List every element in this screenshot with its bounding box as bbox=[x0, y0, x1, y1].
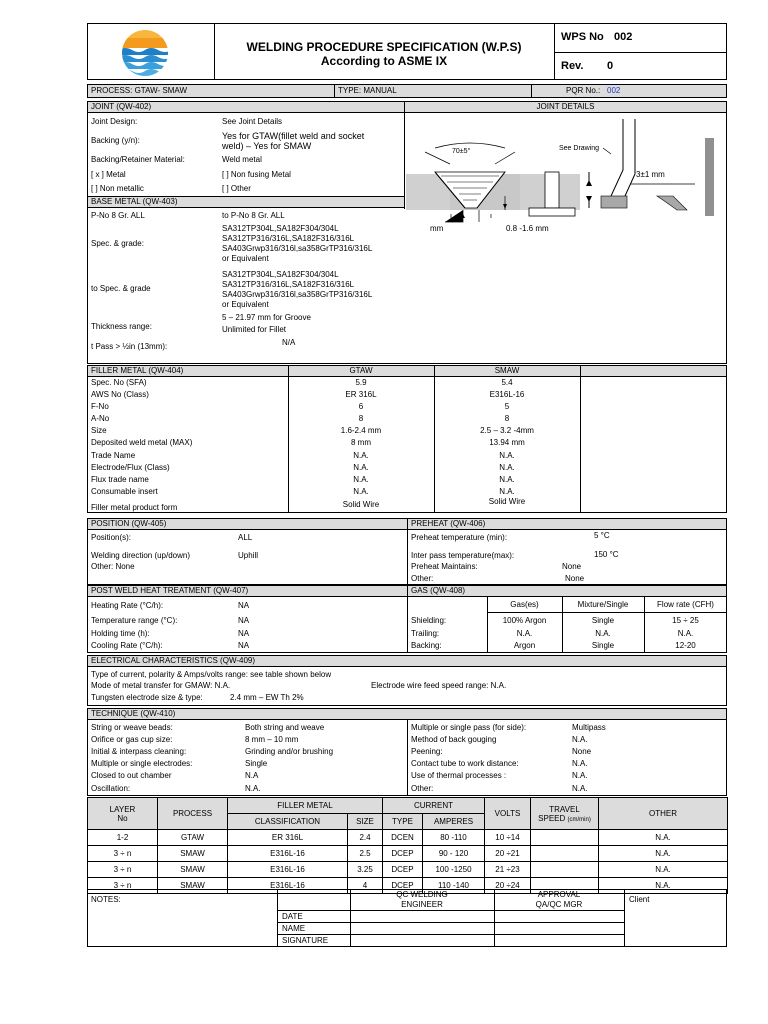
pwht-heating-value: NA bbox=[238, 601, 250, 610]
filler-row-smaw: Solid Wire bbox=[488, 497, 526, 506]
travel-header: TRAVEL bbox=[549, 804, 580, 814]
layer-table bbox=[87, 797, 728, 894]
layer-cell-class: E316L-16 bbox=[228, 878, 348, 894]
technique-left-label: Multiple or single electrodes: bbox=[91, 759, 193, 768]
tospec-line-2: SA312TP316/316L,SA182F316/316L bbox=[222, 280, 355, 289]
position-title: POSITION (QW-405) bbox=[91, 519, 167, 528]
backing-value-1: Yes for GTAW(fillet weld and socket bbox=[222, 131, 365, 141]
interpass-value: 150 °C bbox=[594, 550, 619, 559]
gas-trailing-flow: N.A. bbox=[677, 629, 694, 638]
preheat-maint-label: Preheat Maintains: bbox=[411, 562, 478, 571]
technique-left-value: N.A. bbox=[245, 784, 261, 793]
technique-title: TECHNIQUE (QW-410) bbox=[91, 709, 176, 718]
diagram-root-face-label: 0.8 -1.6 mm bbox=[506, 224, 549, 233]
layer-cell-other: N.A. bbox=[599, 846, 728, 862]
type-header: TYPE bbox=[383, 814, 423, 830]
signature-label: SIGNATURE bbox=[282, 936, 329, 945]
electrical-title: ELECTRICAL CHARACTERISTICS (QW-409) bbox=[91, 656, 256, 665]
technique-left-label: Orifice or gas cup size: bbox=[91, 735, 173, 744]
technique-left-value: N.A bbox=[245, 771, 259, 780]
preheat-title: PREHEAT (QW-406) bbox=[411, 519, 486, 528]
tpass-value: N/A bbox=[282, 338, 296, 347]
joint-design-value: See Joint Details bbox=[222, 117, 283, 126]
filler-row-gtaw: 8 mm bbox=[351, 438, 371, 447]
technique-right-value: N.A. bbox=[572, 759, 588, 768]
diagram-angle-label: 70±5° bbox=[452, 148, 471, 155]
other-header: OTHER bbox=[599, 798, 728, 830]
process-text: PROCESS: GTAW- SMAW bbox=[91, 86, 188, 95]
interpass-label: Inter pass temperature(max): bbox=[411, 551, 515, 560]
speed-header: SPEED bbox=[538, 813, 566, 823]
filler-col-smaw: SMAW bbox=[494, 366, 520, 375]
technique-right-label: Method of back gouging bbox=[411, 735, 497, 744]
layer-cell-process: SMAW bbox=[158, 878, 228, 894]
metal-option: [ x ] Metal bbox=[91, 170, 126, 179]
layer-cell-layer: 3 ÷ n bbox=[88, 862, 158, 878]
gas-backing-label: Backing: bbox=[411, 641, 442, 650]
thickness-label: Thickness range: bbox=[91, 322, 152, 331]
spec-line-4: or Equivalent bbox=[222, 254, 269, 263]
pwht-cooling-value: NA bbox=[238, 641, 250, 650]
layer-cell-process: GTAW bbox=[158, 830, 228, 846]
layer-cell-size: 2.4 bbox=[348, 830, 383, 846]
table-row bbox=[88, 862, 728, 878]
filler-row-label: Electrode/Flux (Class) bbox=[91, 463, 170, 472]
process-header: PROCESS bbox=[158, 798, 228, 830]
technique-right-value: N.A. bbox=[572, 735, 588, 744]
filler-row-smaw: 2.5 – 3.2 -4mm bbox=[480, 426, 534, 435]
to-spec-grade-label: to Spec. & grade bbox=[91, 284, 151, 293]
technique-left-value: Single bbox=[245, 759, 268, 768]
filler-row-gtaw: N.A. bbox=[353, 487, 369, 496]
tospec-line-3: SA403Grwp316/316l,sa358GrTP316/316L bbox=[222, 290, 373, 299]
preheat-maint-value: None bbox=[562, 562, 582, 571]
gas-shielding-mix: Single bbox=[591, 616, 615, 625]
technique-right-value: None bbox=[572, 747, 592, 756]
layer-cell-class: E316L-16 bbox=[228, 846, 348, 862]
filler-row-smaw: N.A. bbox=[499, 451, 515, 460]
filler-row-gtaw: 1.6-2.4 mm bbox=[340, 426, 382, 435]
gas-backing-mix: Single bbox=[591, 641, 615, 650]
client-label: Client bbox=[629, 895, 650, 904]
gas-col-flow: Flow rate (CFH) bbox=[657, 600, 714, 609]
welding-direction-value: Uphill bbox=[238, 551, 259, 560]
gas-col-gases: Gas(es) bbox=[510, 600, 539, 609]
layer-header: LAYER bbox=[109, 804, 136, 814]
position-label: Position(s): bbox=[91, 533, 132, 542]
layer-cell-amps: 100 -1250 bbox=[423, 862, 485, 878]
layer-cell-travel bbox=[531, 830, 599, 846]
nonfusing-option: [ ] Non fusing Metal bbox=[222, 170, 291, 179]
technique-left-label: Oscillation: bbox=[91, 784, 131, 793]
filler-row-label: AWS No (Class) bbox=[91, 390, 149, 399]
other-option: [ ] Other bbox=[222, 184, 251, 193]
layer-cell-layer: 3 ÷ n bbox=[88, 878, 158, 894]
wps-label: WPS No bbox=[561, 31, 604, 43]
technique-right-label: Peening: bbox=[411, 747, 443, 756]
position-other: Other: None bbox=[91, 562, 135, 571]
retainer-label: Backing/Retainer Material: bbox=[91, 155, 185, 164]
layer-cell-layer: 1-2 bbox=[88, 830, 158, 846]
gas-shielding-label: Shielding: bbox=[411, 616, 447, 625]
approval-label: APPROVAL bbox=[537, 890, 581, 899]
gas-backing-flow: 12-20 bbox=[675, 641, 696, 650]
layer-cell-volts: 20 ÷24 bbox=[485, 878, 531, 894]
spec-line-2: SA312TP316/316L,SA182F316/316L bbox=[222, 234, 355, 243]
layer-cell-size: 2.5 bbox=[348, 846, 383, 862]
technique-right-label: Other: bbox=[411, 784, 434, 793]
technique-left-value: 8 mm – 10 mm bbox=[245, 735, 299, 744]
layer-cell-other: N.A. bbox=[599, 862, 728, 878]
gas-trailing-mix: N.A. bbox=[595, 629, 611, 638]
electrical-line-2b: Electrode wire feed speed range: N.A. bbox=[371, 681, 507, 690]
rev-label: Rev. bbox=[561, 60, 584, 72]
diagram-see-drawing-label: See Drawing bbox=[559, 145, 600, 152]
size-header: SIZE bbox=[348, 814, 383, 830]
layer-cell-other: N.A. bbox=[599, 830, 728, 846]
filler-row-smaw: 5.4 bbox=[501, 378, 513, 387]
layer-cell-volts: 20 ÷21 bbox=[485, 846, 531, 862]
filler-row-label: Size bbox=[91, 426, 107, 435]
layer-cell-amps: 80 -110 bbox=[423, 830, 485, 846]
pno-label: P-No 8 Gr. ALL bbox=[91, 211, 145, 220]
pwht-holding-label: Holding time (h): bbox=[91, 629, 150, 638]
tospec-line-1: SA312TP304L,SA182F304/304L bbox=[222, 270, 339, 279]
position-value: ALL bbox=[238, 533, 253, 542]
layer-cell-amps: 90 - 120 bbox=[423, 846, 485, 862]
layer-cell-class: ER 316L bbox=[228, 830, 348, 846]
pno-to: to P-No 8 Gr. ALL bbox=[222, 211, 285, 220]
pwht-temp-value: NA bbox=[238, 616, 250, 625]
layer-cell-size: 4 bbox=[348, 878, 383, 894]
joint-details-diagram bbox=[405, 114, 726, 234]
qa-qc-mgr-label: QA/QC MGR bbox=[535, 900, 583, 909]
company-logo bbox=[118, 28, 172, 78]
filler-row-gtaw: Solid Wire bbox=[342, 500, 380, 509]
joint-title: JOINT (QW-402) bbox=[91, 102, 152, 111]
type-text: TYPE: MANUAL bbox=[338, 86, 397, 95]
pqr-label: PQR No.: bbox=[566, 86, 601, 95]
technique-left-label: String or weave beads: bbox=[91, 723, 173, 732]
filler-row-gtaw: N.A. bbox=[353, 475, 369, 484]
thickness-value-2: Unlimited for Fillet bbox=[222, 325, 287, 334]
speed-unit: (cm/min) bbox=[567, 816, 591, 823]
filler-row-label: Spec. No (SFA) bbox=[91, 378, 147, 387]
gas-col-mix: Mixture/Single bbox=[577, 600, 629, 609]
spec-line-1: SA312TP304L,SA182F304/304L bbox=[222, 224, 339, 233]
technique-right-value: N.A. bbox=[572, 784, 588, 793]
layer-cell-other: N.A. bbox=[599, 878, 728, 894]
backing-value-2: weld) – Yes for SMAW bbox=[222, 141, 312, 151]
joint-details-title: JOINT DETAILS bbox=[536, 102, 595, 111]
filler-row-gtaw: 5.9 bbox=[355, 378, 367, 387]
layer-cell-type: DCEP bbox=[383, 846, 423, 862]
tungsten-label: Tungsten electrode size & type: bbox=[91, 693, 203, 702]
filler-row-gtaw: 6 bbox=[358, 402, 364, 411]
layer-cell-amps: 110 -140 bbox=[423, 878, 485, 894]
gas-trailing-gas: N.A. bbox=[516, 629, 533, 638]
current-header: CURRENT bbox=[383, 798, 485, 814]
layer-cell-process: SMAW bbox=[158, 846, 228, 862]
gas-backing-gas: Argon bbox=[513, 641, 536, 650]
technique-left-value: Grinding and/or brushing bbox=[245, 747, 334, 756]
layer-no-header: No bbox=[117, 813, 128, 823]
gas-trailing-label: Trailing: bbox=[411, 629, 440, 638]
gas-shielding-gas: 100% Argon bbox=[502, 616, 547, 625]
technique-right-value: Multipass bbox=[572, 723, 606, 732]
layer-cell-layer: 3 ÷ n bbox=[88, 846, 158, 862]
filler-row-gtaw: ER 316L bbox=[345, 390, 377, 399]
filler-col-gtaw: GTAW bbox=[349, 366, 373, 375]
qc-welding-label: QC WELDING bbox=[396, 890, 448, 899]
layer-cell-size: 3.25 bbox=[348, 862, 383, 878]
layer-cell-travel bbox=[531, 862, 599, 878]
welding-direction-label: Welding direction (up/down) bbox=[91, 551, 191, 560]
table-row bbox=[88, 830, 728, 846]
thickness-value-1: 5 – 21.97 mm for Groove bbox=[222, 313, 311, 322]
gas-title: GAS (QW-408) bbox=[411, 586, 466, 595]
filler-row-smaw: 5 bbox=[504, 402, 510, 411]
pwht-holding-value: NA bbox=[238, 629, 250, 638]
pwht-temp-label: Temperature range (°C): bbox=[91, 616, 178, 625]
electrical-line-2: Mode of metal transfer for GMAW: N.A. bbox=[91, 681, 231, 690]
date-label: DATE bbox=[282, 912, 303, 921]
pwht-heating-label: Heating Rate (°C/h): bbox=[91, 601, 164, 610]
classification-header: CLASSIFICATION bbox=[228, 814, 348, 830]
technique-right-label: Use of thermal processes : bbox=[411, 771, 507, 780]
filler-row-smaw: N.A. bbox=[499, 487, 515, 496]
filler-row-smaw: 13.94 mm bbox=[489, 438, 525, 447]
layer-cell-volts: 10 ÷14 bbox=[485, 830, 531, 846]
filler-row-gtaw: N.A. bbox=[353, 451, 369, 460]
filler-row-smaw: N.A. bbox=[499, 475, 515, 484]
spec-grade-label: Spec. & grade: bbox=[91, 239, 144, 248]
filler-title: FILLER METAL (QW-404) bbox=[91, 366, 184, 375]
layer-cell-type: DCEN bbox=[383, 830, 423, 846]
filler-metal-header: FILLER METAL bbox=[228, 798, 383, 814]
filler-row-label: F-No bbox=[91, 402, 109, 411]
preheat-min-label: Preheat temperature (min): bbox=[411, 533, 508, 542]
base-metal-title: BASE METAL (QW-403) bbox=[91, 197, 178, 206]
preheat-min-value: 5 °C bbox=[594, 531, 610, 540]
filler-row-smaw: E316L-16 bbox=[489, 390, 525, 399]
table-row bbox=[88, 846, 728, 862]
joint-design-label: Joint Design: bbox=[91, 117, 138, 126]
filler-row-label: Trade Name bbox=[91, 451, 136, 460]
spec-line-3: SA403Grwp316/316l,sa358GrTP316/316L bbox=[222, 244, 373, 253]
technique-left-label: Initial & interpass cleaning: bbox=[91, 747, 187, 756]
filler-row-label: Deposited weld metal (MAX) bbox=[91, 438, 193, 447]
qc-engineer-label: ENGINEER bbox=[401, 900, 443, 909]
filler-row-label: Flux trade name bbox=[91, 475, 149, 484]
preheat-other-label: Other: bbox=[411, 574, 434, 583]
gas-shielding-flow: 15 ÷ 25 bbox=[672, 616, 699, 625]
layer-cell-process: SMAW bbox=[158, 862, 228, 878]
pqr-value: 002 bbox=[607, 86, 621, 95]
backing-label: Backing (y/n): bbox=[91, 136, 140, 145]
pwht-title: POST WELD HEAT TREATMENT (QW-407) bbox=[91, 586, 249, 595]
preheat-other-value: None bbox=[565, 574, 585, 583]
electrical-line-1: Type of current, polarity & Amps/volts range: see table shown below bbox=[91, 670, 332, 679]
document-title: WELDING PROCEDURE SPECIFICATION (W.P.S) bbox=[246, 40, 522, 54]
tpass-label: t Pass > ½in (13mm): bbox=[91, 342, 168, 351]
filler-row-smaw: N.A. bbox=[499, 463, 515, 472]
document-subtitle: According to ASME IX bbox=[320, 54, 448, 68]
wps-value: 002 bbox=[614, 31, 633, 43]
rev-value: 0 bbox=[607, 60, 614, 72]
amperes-header: AMPERES bbox=[423, 814, 485, 830]
nonmetallic-option: [ ] Non metallic bbox=[91, 184, 144, 193]
technique-left-label: Closed to out chamber bbox=[91, 771, 172, 780]
filler-row-gtaw: 8 bbox=[358, 414, 364, 423]
technique-right-value: N.A. bbox=[572, 771, 588, 780]
filler-row-smaw: 8 bbox=[504, 414, 510, 423]
name-label: NAME bbox=[282, 924, 306, 933]
layer-cell-type: DCEP bbox=[383, 862, 423, 878]
technique-right-label: Contact tube to work distance: bbox=[411, 759, 519, 768]
layer-cell-type: DCEP bbox=[383, 878, 423, 894]
pwht-cooling-label: Cooling Rate (°C/h): bbox=[91, 641, 163, 650]
tospec-line-4: or Equivalent bbox=[222, 300, 269, 309]
technique-right-label: Multiple or single pass (for side): bbox=[411, 723, 527, 732]
technique-left-value: Both string and weave bbox=[245, 723, 325, 732]
diagram-root-mm-label: mm bbox=[430, 224, 444, 233]
volts-header: VOLTS bbox=[485, 798, 531, 830]
notes-label: NOTES: bbox=[91, 895, 121, 904]
layer-cell-volts: 21 ÷23 bbox=[485, 862, 531, 878]
diagram-gap-label: 3±1 mm bbox=[636, 170, 665, 179]
filler-row-gtaw: N.A. bbox=[353, 463, 369, 472]
layer-cell-class: E316L-16 bbox=[228, 862, 348, 878]
retainer-value: Weld metal bbox=[222, 155, 262, 164]
layer-cell-travel bbox=[531, 846, 599, 862]
filler-row-label: Consumable insert bbox=[91, 487, 158, 496]
filler-row-label: A-No bbox=[91, 414, 110, 423]
tungsten-value: 2.4 mm – EW Th 2% bbox=[230, 693, 304, 702]
filler-row-label: Filler metal product form bbox=[91, 503, 178, 512]
